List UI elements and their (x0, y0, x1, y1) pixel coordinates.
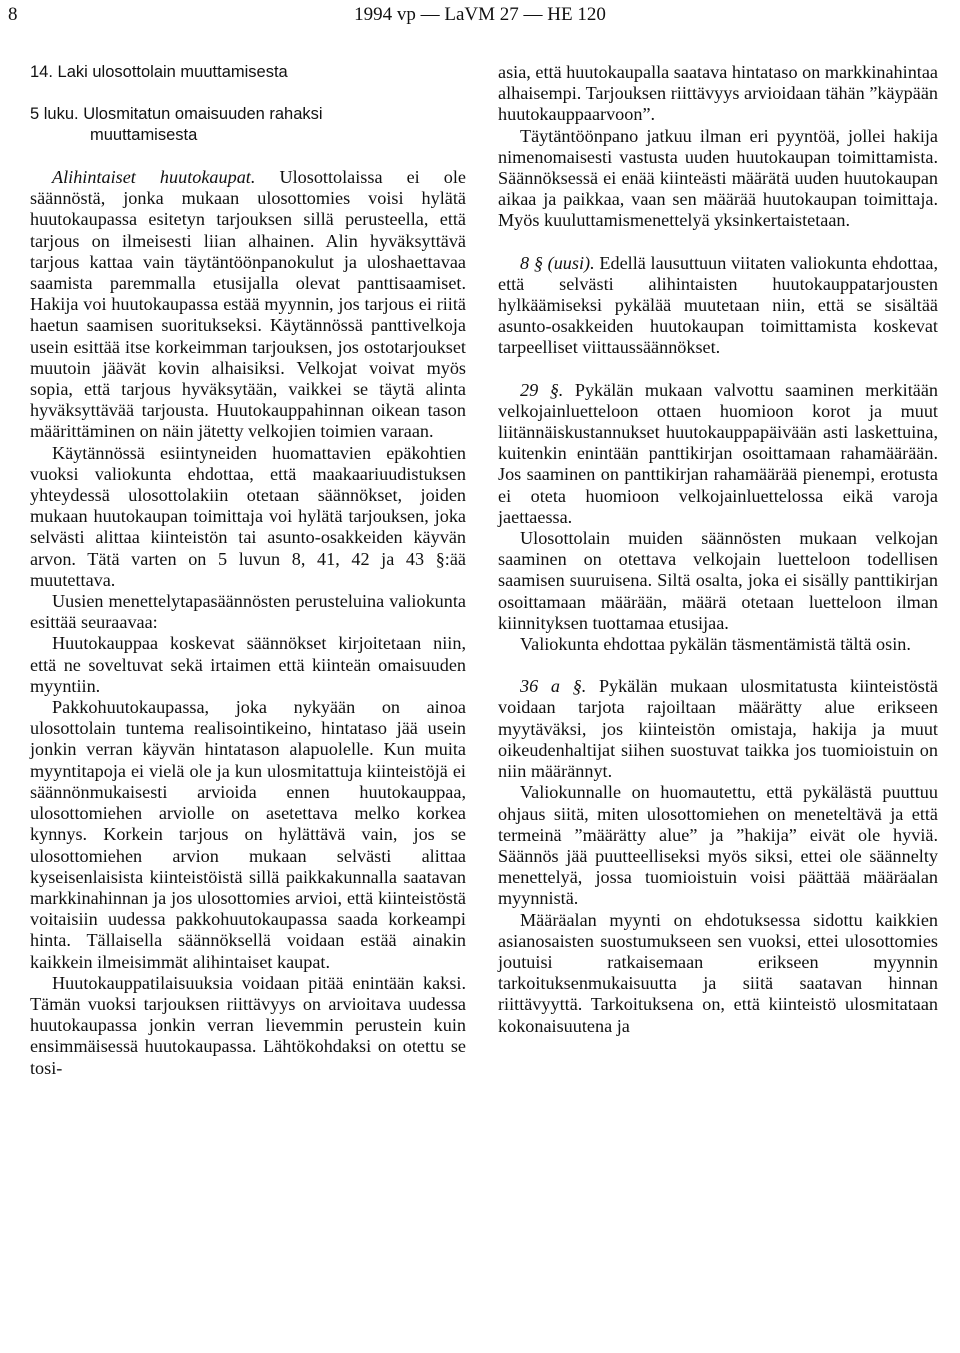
chapter-title-line-2: muuttamisesta (90, 126, 198, 144)
section-reference: 29 §. (520, 379, 564, 400)
paragraph: Määräalan myynti on ehdotuksessa sidottu kaikkien asianosaisten suostumukseen sen vuoksi, ettei ulosottomies joutuisi ratkaisemaan erikseen myynnin tarkoituksenmukaisuutta ja siitä saatavan hinnan riittävyyttä. Tarkoituksena on, että kiinteistö ulosmitataan kokonaisuutena ja (498, 909, 938, 1036)
paragraph-text: Pykälän mukaan valvottu saaminen merkitään velkojainluetteloon ottaen huomioon korot ja muut liitännäiskustannukset huutokauppapäivään asti laskettuina, kuitenkin enintään panttikirjan osoittamaan rahamäärään. Jos saaminen on panttikirjan rahamäärää pienempi, erotusta ei oteta huomioon velkojainluettelossa eikä varoja jaettaessa. (498, 379, 938, 527)
paragraph: Valiokunnalle on huomautettu, että pykälästä puuttuu ohjaus siitä, miten ulosottomiehen on meneteltävä ja että termeinä ”määrätty alue” ja ”hakija” eivät ole hyviä. Säännös jää puutteelliseksi myös siksi, ettei ole säännelty menettelyä, jossa tuomioistuin voisi päättää määräalan myynnistä. (498, 782, 938, 909)
page-header (8, 2, 952, 28)
paragraph: Huutokauppatilaisuuksia voidaan pitää enintään kaksi. Tämän vuoksi tarjouksen riittävyys on arvioitava uudessa huutokaupassa jonkin verran lievemmin perustein kuin ensimmäisessä huutokaupassa. Lähtökohdaksi on otettu se tosi- (30, 972, 466, 1078)
paragraph: Käytännössä esiintyneiden huomattavien epäkohtien vuoksi valiokunta ehdottaa, että maakaariuudistuksen yhteydessä ulosottolakiin otetaan säännökset, joiden mukaan huutokaupan toimittaja voi hylätä tarjouksen, joka selvästi alittaa kiinteistön tai asunto-osakkeiden käyvän arvon. Tätä varten on 5 luvun 8, 41, 42 ja 43 §:ää muutettava. (30, 442, 466, 590)
paragraph (498, 253, 938, 359)
paragraph-text: Pykälän mukaan ulosmitatusta kiinteistöstä voidaan tarjota rajoiltaan määrätty alue erikseen myytäväksi, jos kiinteistön omistaja, hakija ja muut oikeudenhaltijat siihen suostuvat taikka jos tuomioistuin on niin määrännyt. (498, 676, 939, 782)
section-reference: 8 § (uusi). (520, 252, 595, 273)
paragraph-text: Edellä lausuttuun viitaten valiokunta ehdottaa, että selvästi alihintaisten huutokauppatarjousten hylkäämiseksi pykälää muutetaan niin, että se sisältää asunto-osakkeiden huutokaupan toimittamista koskevat tarpeelliset viittaussäännökset. (498, 252, 939, 358)
paragraph: Valiokunta ehdottaa pykälän täsmentämistä tältä osin. (520, 634, 911, 655)
chapter-title-line-1: 5 luku. Ulosmitatun omaisuuden rahaksi (30, 105, 323, 123)
paragraph: asia, että huutokaupalla saatava hintataso on markkinahintaa alhaisempi. Tarjouksen riittävyys arvioidaan tähän ”käypään huutokauppaarvoon”. (498, 62, 938, 125)
paragraph (498, 380, 938, 528)
paragraph: Pakkohuutokaupassa, joka nykyään on ainoa ulosottolain tuntema realisointikeino, hintataso jää usein jonkin verran käyvän hintatason alapuolelle. Kun muita myyntitapoja ei vielä ole ja kun ulosmitattuja kiinteistöjä ei säännönmukaisesti arvioida ennen huutokauppaa, ulosottomiehen arviolle on asetettava melko korkea kynnys. Korkein tarjous on hylättävä vain, jos se ulosottomiehen arvion mukaan selvästi alittaa kyseisenlaisista kiinteistöistä sillä paikkakunnalla saatavan markkinahinnan ja jos ulosottomies arvioi, että kiinteistöstä voitaisiin uudessa pakkohuutokaupassa saada korkeampi hinta. Tällaisella säännöksellä voidaan estää ainakin kaikkein ilmeisimmät alihintaiset kaupat. (30, 697, 466, 972)
paragraph-lead: Alihintaiset huutokaupat. (52, 167, 256, 187)
right-column (498, 62, 938, 1037)
section-reference: 36 a §. (520, 676, 587, 697)
left-column (30, 62, 466, 1079)
page-number: 8 (8, 4, 18, 25)
paragraph (30, 167, 466, 443)
paragraph (498, 676, 938, 782)
paragraph: Täytäntöönpano jatkuu ilman eri pyyntöä, jollei hakija nimenomaisesti vastusta uuden huutokaupan toimittamista. Säännöksessä ei enää kiinteästi määrätä uuden huutokaupan aikaa ja paikkaa, vaan sen määrää huutokaupan toimittaja. Myös kuuluttamismenettelyä yksinkertaistetaan. (498, 125, 938, 231)
paragraph: Uusien menettelytapasäännösten perusteluina valiokunta esittää seuraavaa: (30, 591, 466, 633)
paragraph: Huutokauppaa koskevat säännökset kirjoitetaan niin, että ne soveltuvat sekä irtaimen että kiinteän omaisuuden myyntiin. (30, 633, 466, 696)
chapter-title (30, 104, 466, 146)
paragraph: Ulosottolain muiden säännösten mukaan velkojan saaminen on otettava velkojain luetteloon todellisen saamisen suuruisena. Siltä osalta, joka ei sisälly panttikirjan osoittamaan määrään, määrä otetaan luetteloon ilman kiinnityksen tuottamaa etusijaa. (498, 528, 938, 633)
running-header: 1994 vp — LaVM 27 — HE 120 (354, 4, 606, 25)
law-title: 14. Laki ulosottolain muuttamisesta (30, 63, 288, 81)
paragraph-text: Ulosottolaissa ei ole säännöstä, jonka mukaan ulosottomies voisi hylätä huutokaupassa esitetyn tarjouksen sillä perusteella, että tarjous on ilmeisesti liian alhainen. Alin hyväksyttävä tarjous kattaa vain täytäntöönpanokulut ja uloshaettavaa saamista paremmalla etusijalla olevat panttisaamiset. Hakija voi huutokaupassa estää myynnin, jos tarjous ei riitä haetun saamisen suoritukseksi. Käytännössä panttivelkoja usein esittää itse korkeimman tarjouksen, jos ostotarjoukset muutoin jäävät kovin alhaisiksi. Velkojat voivat myös sopia, että tarjous hyväksytään, vaikkei se täytä alinta hyväksyttävää tarjousta. Huutokauppahinnan oikean tason määrittäminen on näin jätetty velkojien toimien varaan. (30, 167, 466, 442)
